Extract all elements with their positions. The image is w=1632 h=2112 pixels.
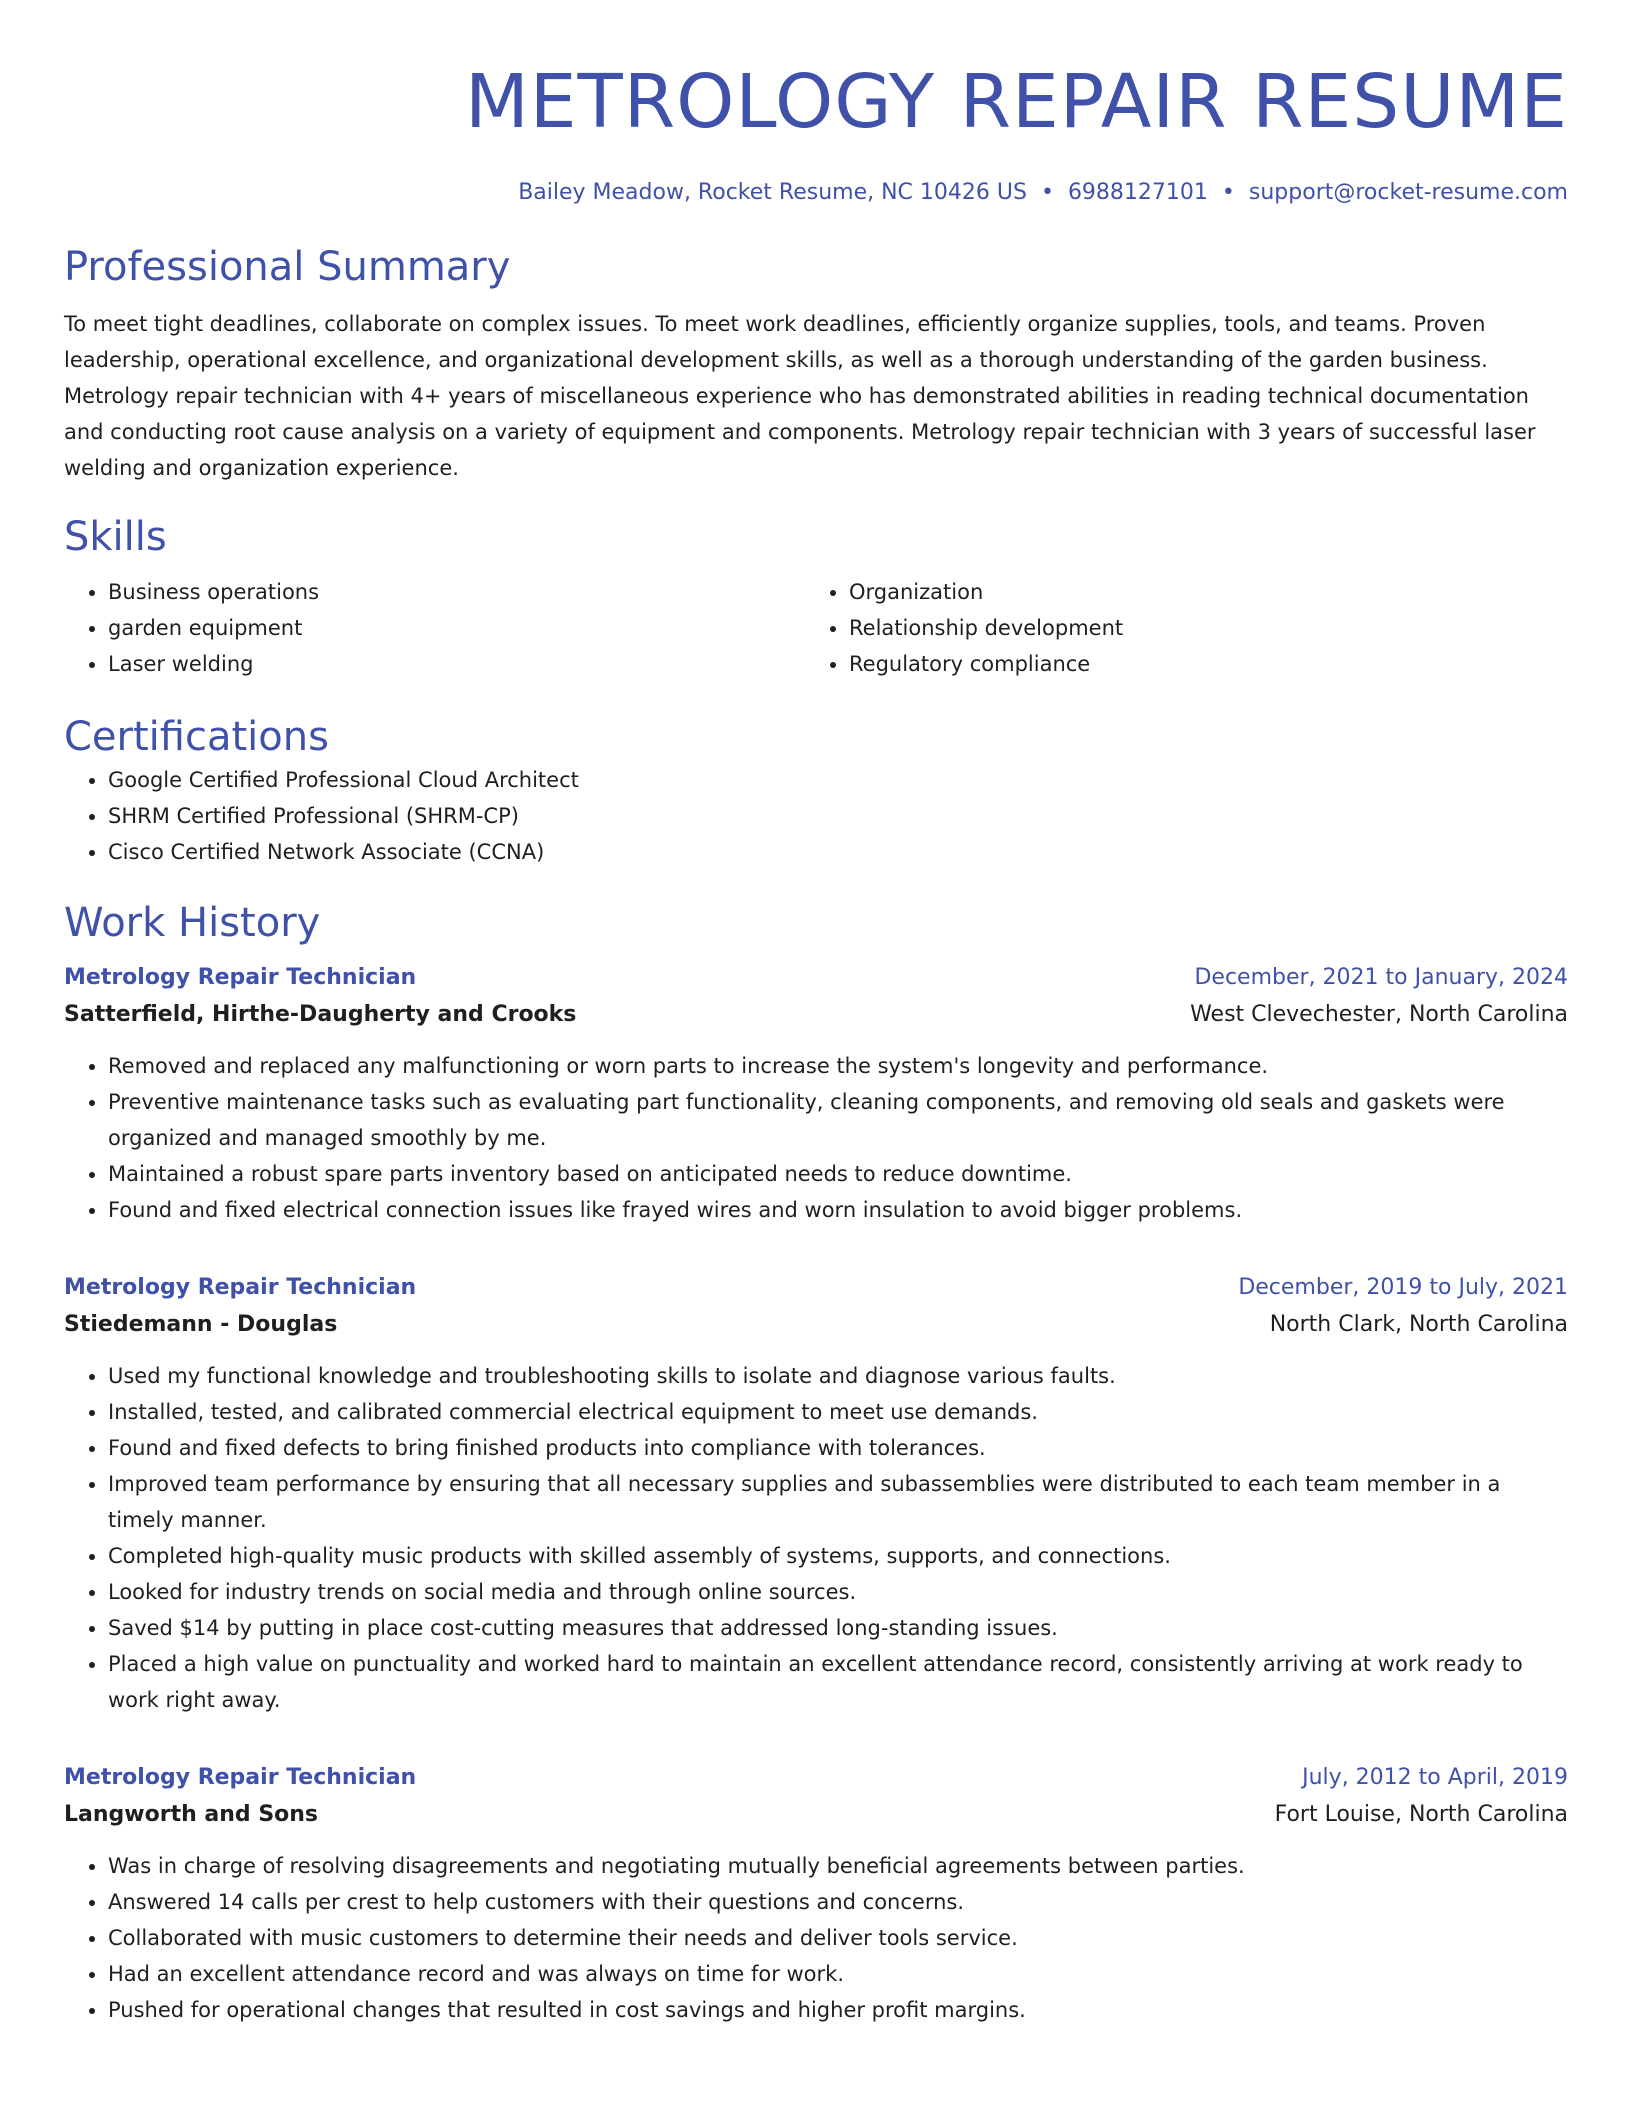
job-location: Fort Louise, North Carolina: [1274, 1802, 1568, 1827]
job-bullets: [64, 1358, 1568, 1718]
job-bullet: • Looked for industry trends on social media and through online sources.: [108, 1574, 1568, 1610]
certification-item: • SHRM Certified Professional (SHRM-CP): [108, 798, 1568, 834]
certification-item: • Google Certified Professional Cloud Architect: [108, 762, 1568, 798]
job-bullet: • Placed a high value on punctuality and worked hard to maintain an excellent attendance record, consistently arriving at work ready to work right away.: [108, 1646, 1568, 1718]
resume-header: [64, 0, 1568, 208]
job-bullet: • Installed, tested, and calibrated commercial electrical equipment to meet use demands.: [108, 1394, 1568, 1430]
job-bullet: • Pushed for operational changes that resulted in cost savings and higher profit margins.: [108, 1992, 1568, 2028]
job-bullet: • Was in charge of resolving disagreements and negotiating mutually beneficial agreements between parties.: [108, 1848, 1568, 1884]
skills-list-left: [64, 574, 805, 682]
job-company: Satterfield, Hirthe-Daugherty and Crooks: [64, 1002, 577, 1027]
skills-heading: Skills: [64, 514, 167, 560]
contact-phone: 6988127101: [1067, 180, 1208, 205]
job-entry: [64, 1270, 1568, 1718]
job-bullet: • Improved team performance by ensuring that all necessary supplies and subassemblies were distributed to each team member in a timely manner.: [108, 1466, 1568, 1538]
job-title: Metrology Repair Technician: [64, 1275, 417, 1300]
contact-separator: •: [1040, 180, 1054, 205]
job-bullet: • Had an excellent attendance record and was always on time for work.: [108, 1956, 1568, 1992]
job-company: Langworth and Sons: [64, 1802, 319, 1827]
certifications-section: [64, 712, 1568, 870]
skills-list-right: [805, 574, 1505, 682]
job-bullet: • Found and fixed defects to bring finished products into compliance with tolerances.: [108, 1430, 1568, 1466]
job-dates: December, 2019 to July, 2021: [1238, 1275, 1568, 1300]
contact-line: [64, 178, 1568, 208]
skill-item: • Relationship development: [849, 610, 1505, 646]
job-bullet: • Maintained a robust spare parts inventory based on anticipated needs to reduce downtime.: [108, 1156, 1568, 1192]
job-company: Stiedemann - Douglas: [64, 1312, 338, 1337]
skill-item: • garden equipment: [108, 610, 805, 646]
job-dates: December, 2021 to January, 2024: [1194, 965, 1568, 990]
work-history-heading: Work History: [64, 900, 321, 946]
job-bullet: • Answered 14 calls per crest to help customers with their questions and concerns.: [108, 1884, 1568, 1920]
job-title: Metrology Repair Technician: [64, 1765, 417, 1790]
job-bullet: • Removed and replaced any malfunctioning or worn parts to increase the system's longevity and performance.: [108, 1048, 1568, 1084]
job-dates: July, 2012 to April, 2019: [1302, 1765, 1568, 1790]
work-history-section: [64, 898, 1568, 2028]
job-bullet: • Saved $14 by putting in place cost-cutting measures that addressed long-standing issues.: [108, 1610, 1568, 1646]
skill-item: • Organization: [849, 574, 1505, 610]
job-bullet: • Collaborated with music customers to determine their needs and deliver tools service.: [108, 1920, 1568, 1956]
certification-item: • Cisco Certified Network Associate (CCNA): [108, 834, 1568, 870]
skill-item: • Laser welding: [108, 646, 805, 682]
professional-summary-section: [64, 242, 1568, 486]
contact-address: Bailey Meadow, Rocket Resume, NC 10426 US: [518, 180, 1027, 205]
professional-summary-text: To meet tight deadlines, collaborate on complex issues. To meet work deadlines, efficiently organize supplies, tools, and teams. Proven leadership, operational excellence, and organizational development skills, as well as a thorough understanding of the garden business. Metrology repair technician with 4+ years of miscellaneous experience who has demonstrated abilities in reading technical documentation and conducting root cause analysis on a variety of equipment and components. Metrology repair technician with 3 years of successful laser welding and organization experience.: [64, 312, 1536, 480]
job-title: Metrology Repair Technician: [64, 965, 417, 990]
skill-item: • Regulatory compliance: [849, 646, 1505, 682]
job-location: West Clevechester, North Carolina: [1190, 1002, 1568, 1027]
job-entry: [64, 1760, 1568, 2028]
certifications-list: [64, 762, 1568, 870]
contact-email[interactable]: support@rocket-resume.com: [1248, 180, 1568, 205]
job-bullets: [64, 1048, 1568, 1228]
professional-summary-heading: Professional Summary: [64, 244, 511, 290]
job-location: North Clark, North Carolina: [1269, 1312, 1568, 1337]
job-entry: [64, 960, 1568, 1228]
job-bullet: • Found and fixed electrical connection issues like frayed wires and worn insulation to avoid bigger problems.: [108, 1192, 1568, 1228]
skills-section: [64, 512, 1568, 682]
job-bullet: • Preventive maintenance tasks such as evaluating part functionality, cleaning components, and removing old seals and gaskets were organized and managed smoothly by me.: [108, 1084, 1568, 1156]
skills-grid: [64, 574, 1568, 682]
skill-item: • Business operations: [108, 574, 805, 610]
contact-separator: •: [1221, 180, 1235, 205]
certifications-heading: Certifications: [64, 714, 329, 760]
job-bullet: • Completed high-quality music products with skilled assembly of systems, supports, and connections.: [108, 1538, 1568, 1574]
job-bullet: • Used my functional knowledge and troubleshooting skills to isolate and diagnose various faults.: [108, 1358, 1568, 1394]
resume-title: METROLOGY REPAIR RESUME: [464, 59, 1568, 145]
job-bullets: [64, 1848, 1568, 2028]
